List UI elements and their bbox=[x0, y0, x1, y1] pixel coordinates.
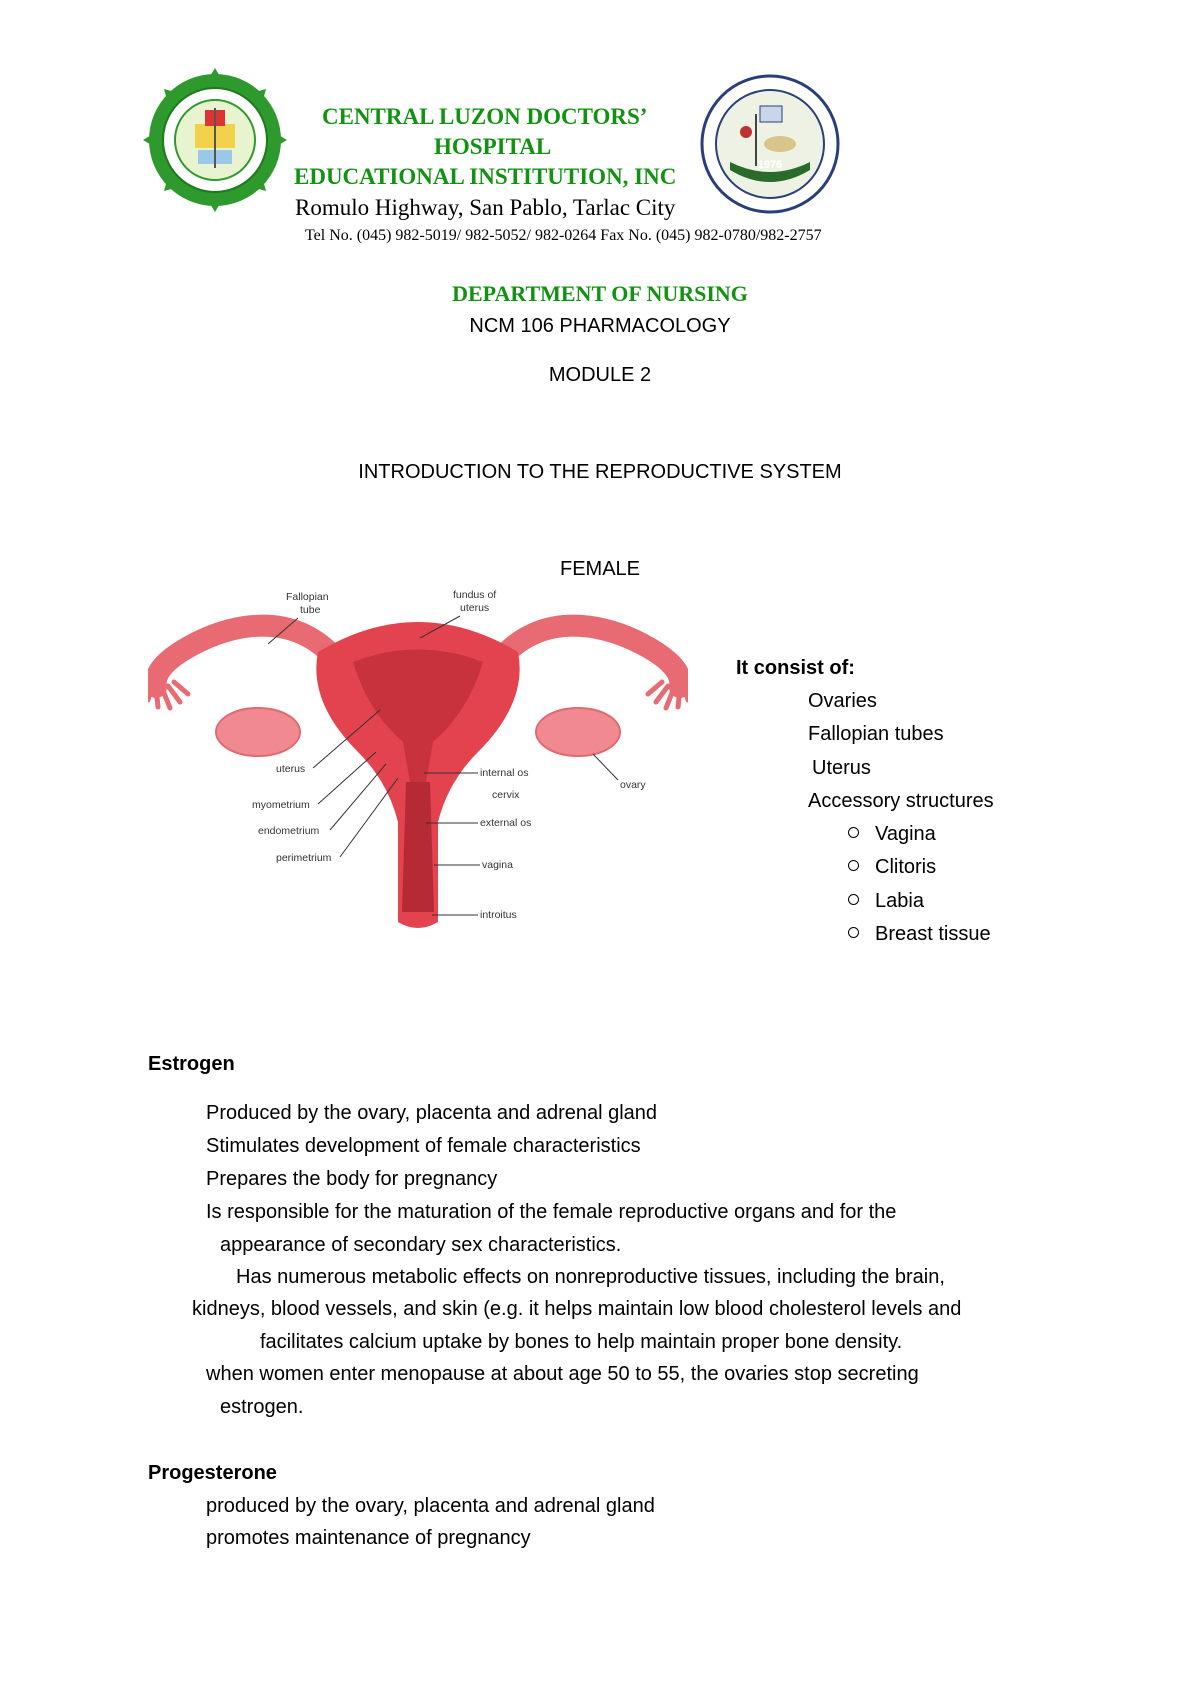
estrogen-line: Produced by the ovary, placenta and adrenal gland bbox=[206, 1102, 658, 1124]
estrogen-line: appearance of secondary sex characteristics. bbox=[220, 1234, 622, 1256]
bullet-icon bbox=[848, 827, 859, 838]
label-cervix: cervix bbox=[492, 789, 520, 801]
progesterone-line: promotes maintenance of pregnancy bbox=[206, 1527, 531, 1549]
school-name-line2: HOSPITAL bbox=[434, 134, 552, 159]
department-title: DEPARTMENT OF NURSING bbox=[452, 281, 748, 306]
label-fundus-1: fundus of bbox=[453, 589, 497, 601]
right-college-seal bbox=[700, 74, 840, 214]
label-vagina: vagina bbox=[482, 859, 513, 871]
estrogen-line: estrogen. bbox=[220, 1396, 304, 1418]
module-title: MODULE 2 bbox=[548, 364, 652, 386]
consist-heading: It consist of: bbox=[736, 657, 855, 679]
label-endometrium: endometrium bbox=[258, 825, 320, 837]
topic-title: INTRODUCTION TO THE REPRODUCTIVE SYSTEM bbox=[358, 461, 842, 483]
progesterone-line: produced by the ovary, placenta and adrenal gland bbox=[206, 1495, 655, 1517]
label-perimetrium: perimetrium bbox=[276, 852, 332, 864]
section-title: FEMALE bbox=[559, 558, 641, 580]
label-fallopian-1: Fallopian bbox=[286, 591, 329, 603]
school-name-line1: CENTRAL LUZON DOCTORS’ bbox=[322, 104, 648, 129]
label-fundus-2: uterus bbox=[460, 602, 490, 614]
consist-item-fallopian: Fallopian tubes bbox=[808, 723, 944, 745]
estrogen-line: Prepares the body for pregnancy bbox=[206, 1168, 498, 1190]
consist-item-ovaries: Ovaries bbox=[808, 690, 877, 712]
estrogen-line: Has numerous metabolic effects on nonreproductive tissues, including the brain, bbox=[236, 1266, 945, 1288]
bullet-icon bbox=[848, 927, 859, 938]
progesterone-heading: Progesterone bbox=[148, 1462, 277, 1484]
label-ovary: ovary bbox=[620, 779, 646, 791]
label-uterus: uterus bbox=[276, 763, 306, 775]
estrogen-line: facilitates calcium uptake by bones to help maintain proper bone density. bbox=[260, 1331, 903, 1353]
uterus-diagram bbox=[148, 582, 688, 942]
estrogen-line: when women enter menopause at about age 50 to 55, the ovaries stop secreting bbox=[206, 1363, 919, 1385]
label-internal-os: internal os bbox=[480, 767, 529, 779]
bullet-icon bbox=[848, 860, 859, 871]
school-contact: Tel No. (045) 982-5019/ 982-5052/ 982-0264 Fax No. (045) 982-0780/982-2757 bbox=[305, 227, 822, 244]
left-school-seal bbox=[143, 68, 287, 212]
school-name-line3: EDUCATIONAL INSTITUTION, INC bbox=[294, 164, 677, 189]
estrogen-line: Stimulates development of female characteristics bbox=[206, 1135, 641, 1157]
estrogen-line: Is responsible for the maturation of the female reproductive organs and for the bbox=[206, 1201, 897, 1223]
label-myometrium: myometrium bbox=[252, 799, 310, 811]
bullet-icon bbox=[848, 894, 859, 905]
consist-item-uterus: Uterus bbox=[812, 757, 871, 779]
course-title: NCM 106 PHARMACOLOGY bbox=[469, 315, 731, 337]
label-external-os: external os bbox=[480, 817, 532, 829]
sub-item-breast: Breast tissue bbox=[848, 923, 991, 946]
sub-item-vagina: Vagina bbox=[848, 823, 936, 846]
label-fallopian-2: tube bbox=[300, 604, 321, 616]
consist-item-accessory: Accessory structures bbox=[808, 790, 994, 812]
estrogen-line: kidneys, blood vessels, and skin (e.g. it helps maintain low blood cholesterol levels and bbox=[192, 1298, 962, 1320]
sub-item-clitoris: Clitoris bbox=[848, 856, 936, 879]
seal-year: 1976 bbox=[757, 159, 783, 171]
school-address: Romulo Highway, San Pablo, Tarlac City bbox=[295, 195, 676, 220]
label-introitus: introitus bbox=[480, 909, 517, 921]
sub-item-labia: Labia bbox=[848, 890, 924, 913]
estrogen-heading: Estrogen bbox=[148, 1053, 235, 1075]
